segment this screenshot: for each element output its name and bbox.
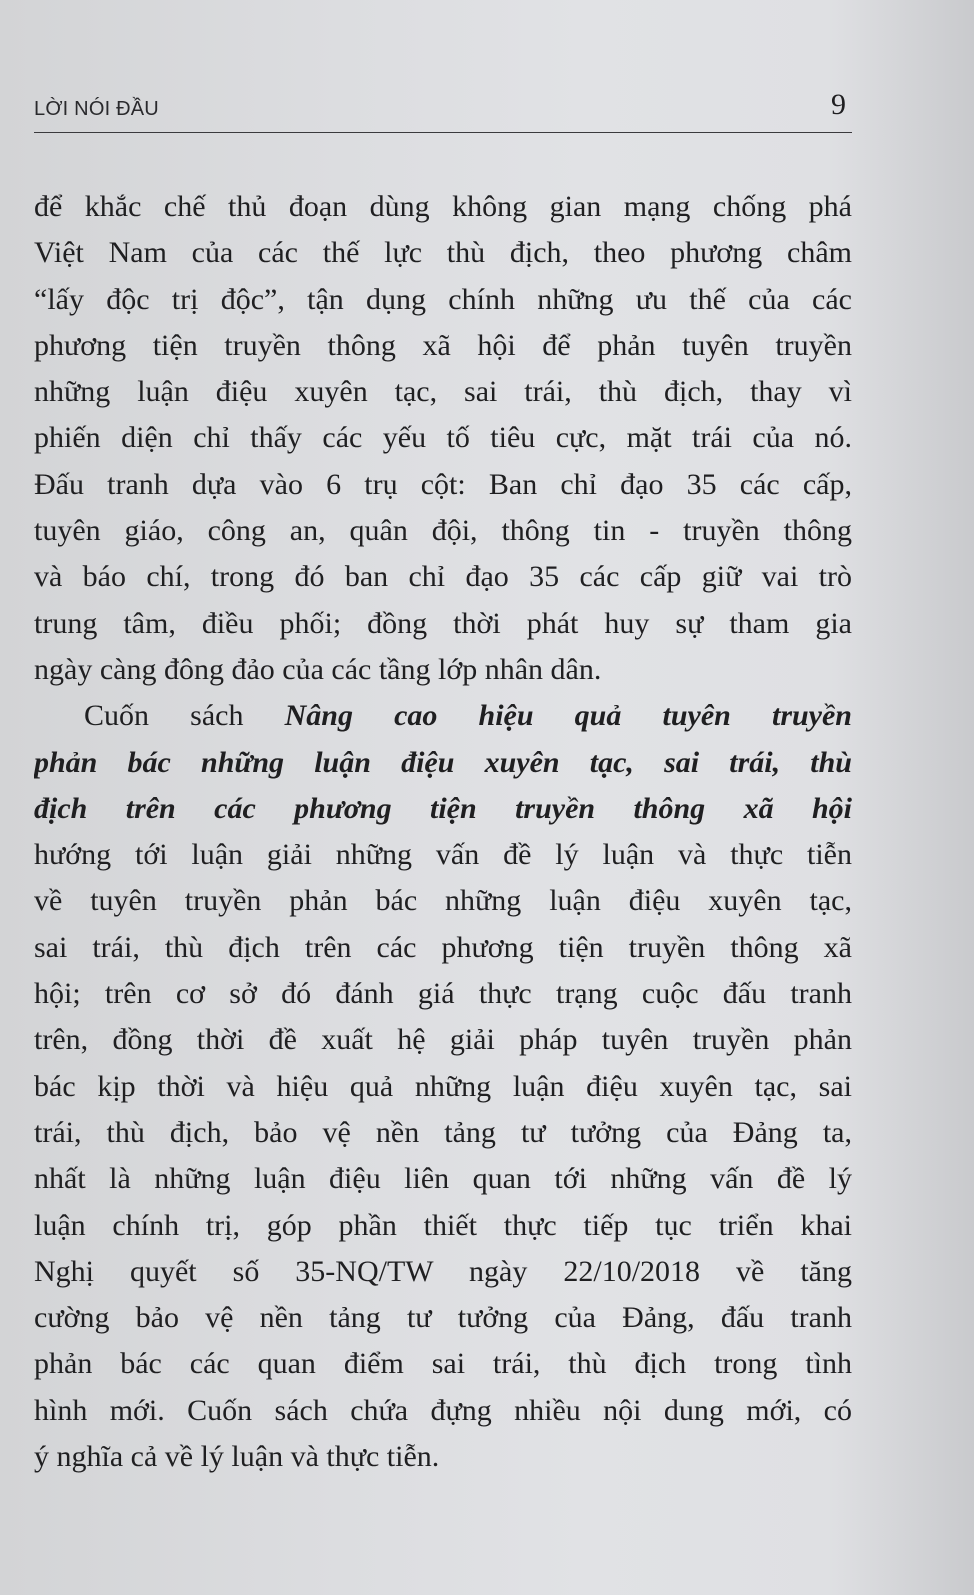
page-header [34, 88, 850, 132]
text-line: Nghị quyết số 35-NQ/TW ngày 22/10/2018 về tăng [34, 1254, 852, 1288]
text-line: và báo chí, trong đó ban chỉ đạo 35 các cấp giữ vai trò [34, 560, 852, 594]
header-rule [34, 132, 852, 133]
text-line: phương tiện truyền thông xã hội để phản tuyên truyền [34, 328, 852, 362]
text-line: ý nghĩa cả về lý luận và thực tiễn. [34, 1440, 440, 1474]
text-line: về tuyên truyền phản bác những luận điệu xuyên tạc, [34, 884, 852, 918]
text-line: tuyên giáo, công an, quân đội, thông tin - truyền thông [34, 514, 852, 548]
text-line: bác kịp thời và hiệu quả những luận điệu xuyên tạc, sai [34, 1069, 852, 1103]
text-line: cường bảo vệ nền tảng tư tưởng của Đảng, đấu tranh [34, 1301, 852, 1335]
page-number: 9 [831, 88, 846, 121]
text-line: nhất là những luận điệu liên quan tới những vấn đề lý [34, 1162, 852, 1196]
text-line: hướng tới luận giải những vấn đề lý luận và thực tiễn [34, 838, 852, 872]
text-line: trung tâm, điều phối; đồng thời phát huy sự tham gia [34, 606, 852, 640]
text-line: hình mới. Cuốn sách chứa đựng nhiều nội dung mới, có [34, 1393, 852, 1427]
text-line: luận chính trị, góp phần thiết thực tiếp tục triển khai [34, 1208, 852, 1242]
book-title-part: địch trên các phương tiện truyền thông xã hội [34, 791, 852, 825]
text-line: Đấu tranh dựa vào 6 trụ cột: Ban chỉ đạo 35 các cấp, [34, 467, 852, 501]
running-head: LỜI NÓI ĐẦU [34, 98, 159, 120]
text-line: phản bác các quan điểm sai trái, thù địch trong tình [34, 1347, 852, 1381]
text-line: để khắc chế thủ đoạn dùng không gian mạng chống phá [34, 190, 852, 223]
text-line: Việt Nam của các thế lực thù địch, theo phương châm [34, 236, 852, 270]
text-line: sai trái, thù địch trên các phương tiện truyền thông xã [34, 930, 852, 964]
text-line-with-title [34, 693, 852, 739]
text-line: “lấy độc trị độc”, tận dụng chính những ưu thế của các [34, 282, 852, 316]
book-title-part: Nâng cao hiệu quả tuyên truyền [284, 699, 852, 733]
text-line: trái, thù địch, bảo vệ nền tảng tư tưởng của Đảng ta, [34, 1115, 852, 1149]
body-text [34, 184, 852, 1480]
text-line: hội; trên cơ sở đó đánh giá thực trạng cuộc đấu tranh [34, 977, 852, 1011]
paragraph-2 [34, 693, 852, 1480]
paragraph-1 [34, 184, 852, 693]
book-title-part: phản bác những luận điệu xuyên tạc, sai trái, thù [34, 745, 852, 779]
text-line: ngày càng đông đảo của các tầng lớp nhân dân. [34, 652, 602, 686]
text-line: phiến diện chỉ thấy các yếu tố tiêu cực, mặt trái của nó. [34, 421, 852, 455]
text-line: những luận điệu xuyên tạc, sai trái, thù địch, thay vì [34, 375, 852, 409]
intro-text: Cuốn sách [84, 699, 285, 733]
text-line: trên, đồng thời đề xuất hệ giải pháp tuyên truyền phản [34, 1023, 852, 1057]
